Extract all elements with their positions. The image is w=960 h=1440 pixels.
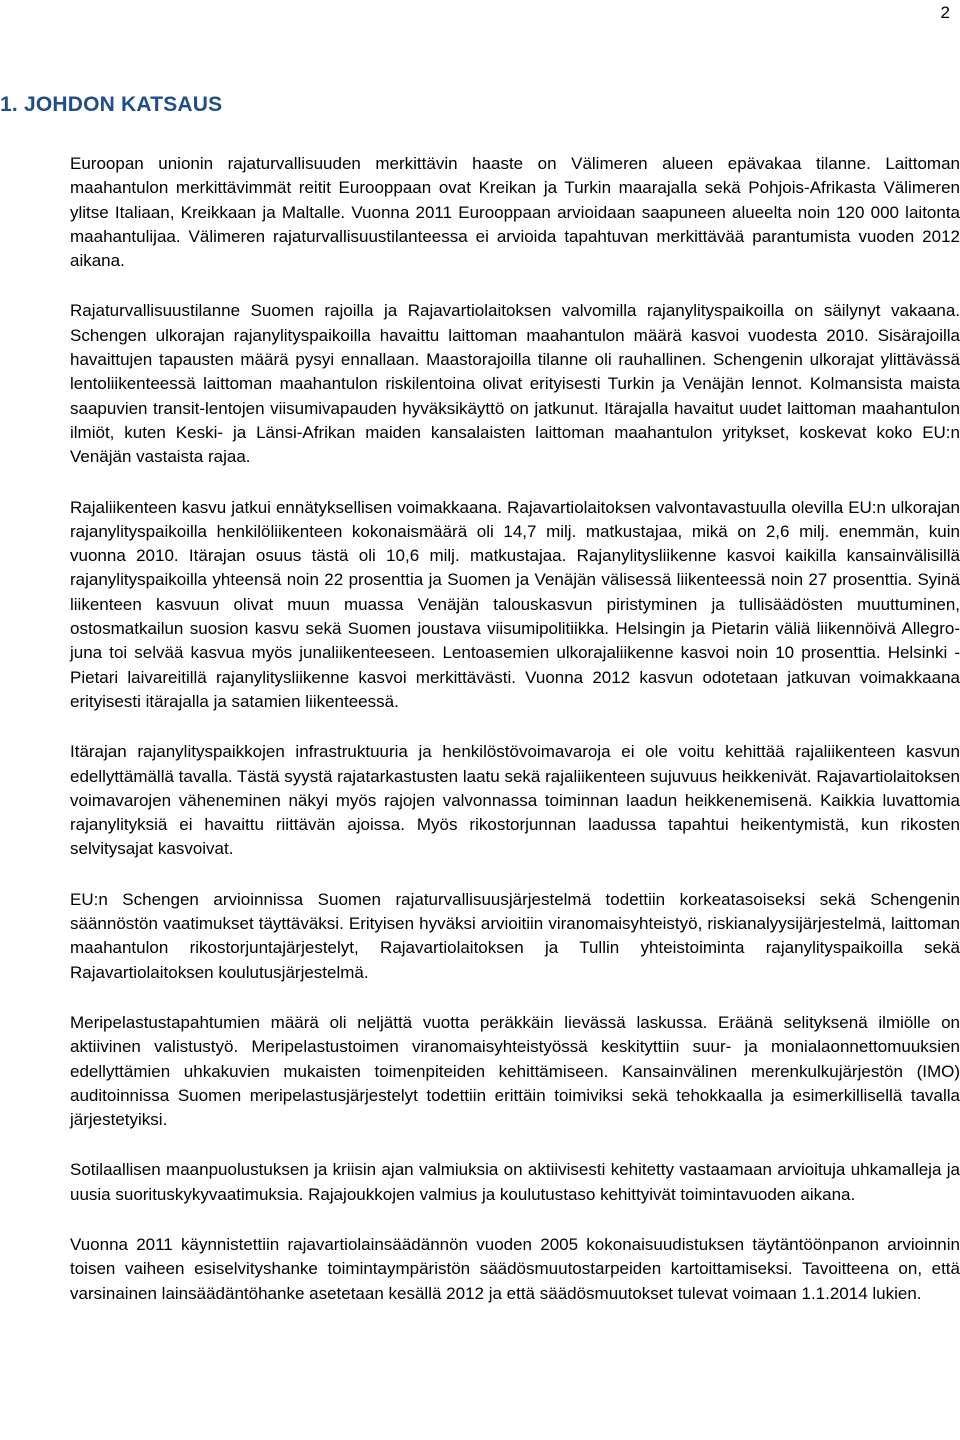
paragraph-border-situation: Rajaturvallisuustilanne Suomen rajoilla ja Rajavartiolaitoksen valvomilla rajanylityspaikoilla on säilynyt vakaana. Schengen ulkorajan rajanylityspaikoilla havaittu laittoman maahantulon määrä kasvoi vuodesta 2010. Sisärajoilla havaittujen tapausten määrä pysyi ennallaan. Maastorajoilla tilanne oli rauhallinen. Schengenin ulkorajat ylittävässä lentoliikenteessä laittoman maahantulon riskilentoina olivat erityisesti Turkin ja Venäjän lennot. Kolmansista maista saapuvien transit-lentojen viisumivapauden hyväksikäyttö on jatkunut. Itärajalla havaitut uudet laittoman maahantulon ilmiöt, kuten Keski- ja Länsi-Afrikan maiden kansalaisten laittoman maahantulon yritykset, koskevat koko EU:n Venäjän vastaista rajaa.: [70, 301, 960, 467]
page-number: 2: [940, 3, 950, 22]
paragraph-eastern-border-resources: Itärajan rajanylityspaikkojen infrastruktuuria ja henkilöstövoimavaroja ei ole voitu kehittää rajaliikenteen kasvun edellyttämällä tavalla. Tästä syystä rajatarkastusten laatu sekä rajaliikenteen sujuvuus heikkenivät. Rajavartiolaitoksen voimavarojen väheneminen näkyi myös rajojen valvonnassa toiminnan laadun heikkenemisenä. Kaikkia luvattomia rajanylityksiä ei havaittu riittävän ajoissa. Myös rikostorjunnan laadussa tapahtui heikentymistä, kun rikosten selvitysajat kasvoivat.: [70, 742, 960, 859]
paragraph-border-traffic: Rajaliikenteen kasvu jatkui ennätyksellisen voimakkaana. Rajavartiolaitoksen valvontavastuulla olevilla EU:n ulkorajan rajanylityspaikoilla henkilöliikenteen kokonaismäärä oli 14,7 milj. matkustajaa, mikä on 2,6 milj. enemmän, kuin vuonna 2010. Itärajan osuus tästä oli 10,6 milj. matkustajaa. Rajanylitysliikenne kasvoi kaikilla kansainvälisillä rajanylityspaikoilla yhteensä noin 22 prosenttia ja Suomen ja Venäjän välisessä liikenteessä noin 27 prosenttia. Syinä liikenteen kasvuun olivat muun muassa Venäjän talouskasvun piristyminen ja tullisäädösten muuttuminen, ostosmatkailun suosion kasvu sekä Suomen joustava viisumipolitiikka. Helsingin ja Pietarin väliä liikennöivä Allegro-juna toi selvää kasvua myös junaliikenteeseen. Lentoasemien ulkorajaliikenne kasvoi noin 10 prosenttia. Helsinki - Pietari laivareitillä rajanylitysliikenne kasvoi merkittävästi. Vuonna 2012 kasvun odotetaan jatkuvan voimakkaana erityisesti itärajalla ja satamien liikenteessä.: [70, 497, 960, 711]
paragraph-maritime-rescue: Meripelastustapahtumien määrä oli neljättä vuotta peräkkäin lievässä laskussa. Eräänä selityksenä ilmiölle on aktiivinen valistustyö. Meripelastustoimen viranomaisyhteistyössä keskityttiin suur- ja monialaonnettomuuksien edellyttämien uhkakuvien mukaisten toimenpiteiden kehittämiseen. Kansainvälinen merenkulkujärjestön (IMO) auditoinnissa Suomen meripelastusjärjestelyt todettiin erittäin toimiviksi sekä tehokkaalla ja esimerkillisellä tavalla järjestetyiksi.: [70, 1012, 960, 1130]
document-body: [70, 152, 960, 1332]
section-heading: 1. JOHDON KATSAUS: [0, 93, 223, 116]
paragraph-mediterranean: Euroopan unionin rajaturvallisuuden merkittävin haaste on Välimeren alueen epävakaa tilanne. Laittoman maahantulon merkittävimmät reitit Eurooppaan ovat Kreikan ja Turkin maarajalla sekä Pohjois-Afrikasta Välimeren ylitse Italiaan, Kreikkaan ja Maltalle. Vuonna 2011 Eurooppaan arvioidaan saapuneen alueelta noin 120 000 laitonta maahantulijaa. Välimeren rajaturvallisuustilanteessa ei arvioida tapahtuvan merkittävää parantumista vuoden 2012 aikana.: [70, 154, 960, 271]
paragraph-schengen-evaluation: EU:n Schengen arvioinnissa Suomen rajaturvallisuusjärjestelmä todettiin korkeatasoiseksi sekä Schengenin säännöstön vaatimukset täyttäväksi. Erityisen hyväksi arvioitiin viranomaisyhteistyö, riskianalyysijärjestelmä, laittoman maahantulon rikostorjuntajärjestelyt, Rajavartiolaitoksen ja Tullin yhteistoiminta rajanylityspaikoilla sekä Rajavartiolaitoksen koulutusjärjestelmä.: [70, 889, 960, 982]
paragraph-legislation: Vuonna 2011 käynnistettiin rajavartiolainsäädännön vuoden 2005 kokonaisuudistuksen täytäntöönpanon arvioinnin toisen vaiheen esiselvityshanke toimintaympäristön säädösmuutostarpeiden kartoittamiseksi. Tavoitteena on, että varsinainen lainsäädäntöhanke asetetaan kesällä 2012 ja että säädösmuutokset tulevat voimaan 1.1.2014 lukien.: [70, 1234, 960, 1303]
paragraph-military-defence: Sotilaallisen maanpuolustuksen ja kriisin ajan valmiuksia on aktiivisesti kehitetty vastaamaan arvioituja uhkamalleja ja uusia suorituskykyvaatimuksia. Rajajoukkojen valmius ja koulutustaso kehittyivät toimintavuoden aikana.: [70, 1160, 960, 1204]
